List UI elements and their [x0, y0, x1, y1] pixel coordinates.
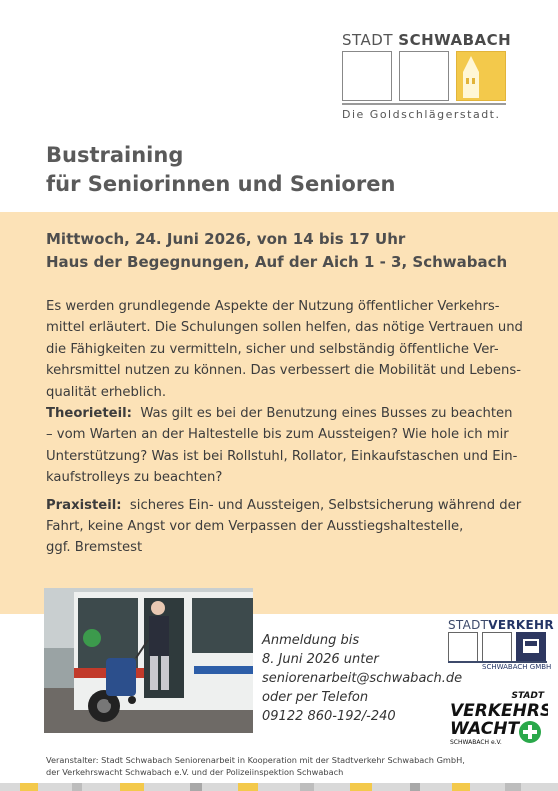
green-cross-icon: [519, 721, 541, 743]
sv-box-1: [448, 632, 478, 662]
title-line-1: Bustraining: [46, 143, 184, 167]
practice-text: sicheres Ein- und Aussteigen, Selbstsicherung während der: [129, 497, 522, 513]
practice-line: ggf. Bremstest: [46, 540, 143, 556]
bus-photo: [44, 588, 253, 733]
reg-line: 8. Juni 2026 unter: [262, 652, 379, 667]
sv-name: VERKEHR: [488, 618, 554, 632]
reg-email[interactable]: seniorenarbeit@schwabach.de: [262, 671, 463, 686]
city-prefix: STADT: [342, 31, 393, 49]
body-text: [46, 296, 528, 559]
logo-tagline: Die Goldschlägerstadt.: [342, 108, 501, 121]
intro-line: mittel erläutert. Die Schulungen sollen helfen, das nötige Vertrauen und: [46, 320, 523, 336]
practice-line: Fahrt, keine Angst vor dem Verpassen der Ausstiegshaltestelle,: [46, 519, 464, 535]
vw-small: STADT: [511, 691, 544, 701]
footer-line-1: Veranstalter: Stadt Schwabach Seniorenarbeit in Kooperation mit der Stadtverkehr Schwabach GmbH,: [46, 755, 465, 765]
intro-line: die Fähigkeiten zu vermitteln, sicher und selbständig öffentliche Ver-: [46, 341, 499, 357]
bus-icon: [517, 633, 545, 661]
logo-box-gold: [456, 51, 506, 101]
logo-rule: [342, 103, 506, 105]
page-title: [46, 141, 395, 199]
city-logo-text: [342, 31, 511, 49]
intro-line: Es werden grundlegende Aspekte der Nutzung öffentlicher Verkehrs-: [46, 299, 500, 314]
reg-line: oder per Telefon: [262, 690, 369, 705]
title-line-2: für Seniorinnen und Senioren: [46, 172, 396, 196]
vw-word1: VERKEHRS: [450, 701, 548, 721]
logo-box-2: [399, 51, 449, 101]
footer-line-2: der Verkehrswacht Schwabach e.V. und der Polizeiinspektion Schwabach: [46, 767, 344, 777]
stadtverkehr-logo-text: [448, 618, 554, 632]
sv-subtitle: SCHWABACH GMBH: [482, 663, 552, 671]
theory-line: kaufstrolleys zu beachten?: [46, 470, 223, 486]
intro-line: kehrsmittel nutzen zu können. Das verbessert die Mobilität und Lebens-: [46, 363, 522, 379]
practice-label: Praxisteil:: [46, 497, 122, 513]
registration-info: [262, 631, 462, 726]
theory-line: Unterstützung? Was ist bei Rollstuhl, Rollator, Einkaufstaschen und Ein-: [46, 448, 518, 464]
event-date: Mittwoch, 24. Juni 2026, von 14 bis 17 Uhr: [46, 230, 406, 248]
logo-box-1: [342, 51, 392, 101]
theory-text: Was gilt es bei der Benutzung eines Busses zu beachten: [140, 406, 513, 422]
church-icon: [457, 52, 505, 100]
vw-word2: WACHT: [450, 719, 520, 739]
event-info: [46, 228, 507, 274]
event-location: Haus der Begegnungen, Auf der Aich 1 - 3, Schwabach: [46, 253, 508, 271]
reg-line: Anmeldung bis: [262, 633, 360, 648]
theory-line: – vom Warten an der Haltestelle bis zum Aussteigen? Wie hole ich mir: [46, 427, 509, 443]
theory-line: [46, 403, 528, 424]
sv-box-bus: [516, 632, 546, 662]
reg-phone: 09122 860-192/-240: [262, 709, 396, 724]
vw-sub: SCHWABACH e.V.: [450, 739, 502, 746]
sv-prefix: STADT: [448, 618, 489, 632]
practice-line: [46, 495, 528, 516]
theory-label: Theorieteil:: [46, 406, 132, 422]
sv-box-2: [482, 632, 512, 662]
footer-organizer: [46, 754, 465, 778]
city-name: SCHWABACH: [398, 31, 512, 49]
intro-line: qualität erheblich.: [46, 384, 167, 400]
verkehrswacht-logo: [448, 688, 548, 748]
bottom-stripe: [0, 783, 558, 791]
